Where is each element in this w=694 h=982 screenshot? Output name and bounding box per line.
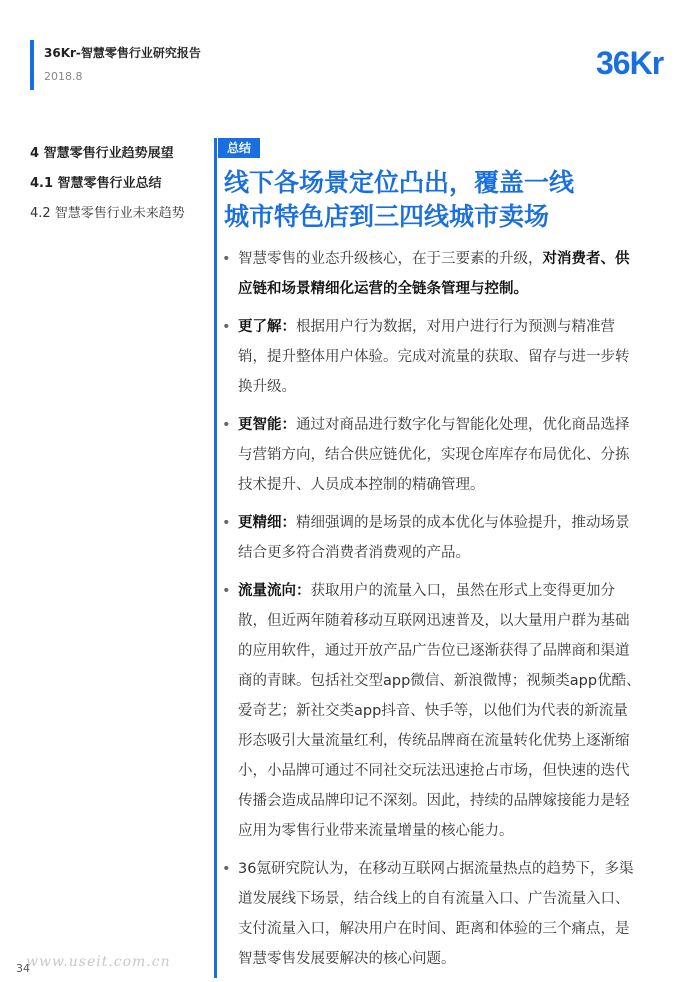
- page-number: 34: [16, 962, 30, 975]
- nav-item-summary[interactable]: 4.1 智慧零售行业总结: [30, 176, 162, 191]
- nav-item-trend-outlook[interactable]: 4 智慧零售行业趋势展望: [30, 146, 174, 161]
- section-nav: [30, 146, 210, 236]
- report-title: 36Kr-智慧零售行业研究报告: [44, 46, 201, 60]
- bullet-item: [222, 244, 642, 304]
- section-headline: [224, 166, 664, 234]
- bullet-text: 36氪研究院认为，在移动互联网占据流量热点的趋势下，多渠道发展线下场景，结合线上的自有流量入口、广告流量入口、支付流量入口，解决用户在时间、距离和体验的三个痛点，是智慧零售发展要解决的核心问题。: [238, 861, 634, 967]
- bullet-text: 根据用户行为数据，对用户进行行为预测与精准营销，提升整体用户体验。完成对流量的获取、留存与进一步转换升级。: [238, 319, 630, 395]
- 36kr-logo-text: 36Kr: [596, 45, 664, 81]
- bullet-text: 精细强调的是场景的成本优化与体验提升，推动场景结合更多符合消费者消费观的产品。: [238, 515, 630, 561]
- headline-line-1: 线下各场景定位凸出，覆盖一线: [224, 168, 575, 197]
- content-divider: [214, 138, 217, 978]
- bullet-lead: 流量流向：: [238, 583, 311, 599]
- bullet-bold-tail: 对消费者、供应链和场景精细化运营的全链条管理与控制。: [238, 251, 630, 297]
- bullet-item: [222, 312, 642, 402]
- bullet-lead: 更了解：: [238, 319, 296, 335]
- bullet-text: 获取用户的流量入口，虽然在形式上变得更加分散，但近两年随着移动互联网迅速普及，以大量用户群为基础的应用软件，通过开放产品广告位已逐渐获得了品牌商和渠道商的青睐。包括社交型app微信、新浪微博；视频类app优酷、爱奇艺；新社交类app抖音、快手等，以他们为代表的新流量形态吸引大量流量红利，传统品牌商在流量转化优势上逐渐缩小，小品牌可通过不同社交玩法迅速抢占市场，但快速的迭代传播会造成品牌印记不深刻。因此，持续的品牌嫁接能力是轻应用为零售行业带来流量增量的核心能力。: [238, 583, 641, 839]
- 36kr-logo: [596, 34, 666, 82]
- bullet-lead: 更精细：: [238, 515, 296, 531]
- bullet-lead: 更智能：: [238, 417, 296, 433]
- bullet-text: 智慧零售的业态升级核心，在于三要素的升级，: [238, 251, 543, 267]
- bullet-item: [222, 854, 642, 974]
- watermark: www.useit.com.cn: [26, 954, 171, 970]
- bullet-text: 通过对商品进行数字化与智能化处理，优化商品选择与营销方向，结合供应链优化，实现仓库库存布局优化、分拣技术提升、人员成本控制的精确管理。: [238, 417, 630, 493]
- bullet-list: [222, 244, 642, 982]
- header-accent-bar: [30, 40, 34, 90]
- bullet-item: [222, 576, 642, 846]
- section-tag: 总结: [218, 138, 260, 158]
- bullet-item: [222, 410, 642, 500]
- headline-line-2: 城市特色店到三四线城市卖场: [224, 202, 550, 231]
- nav-item-future-trend[interactable]: 4.2 智慧零售行业未来趋势: [30, 206, 185, 221]
- report-date: 2018.8: [44, 70, 83, 83]
- bullet-item: [222, 508, 642, 568]
